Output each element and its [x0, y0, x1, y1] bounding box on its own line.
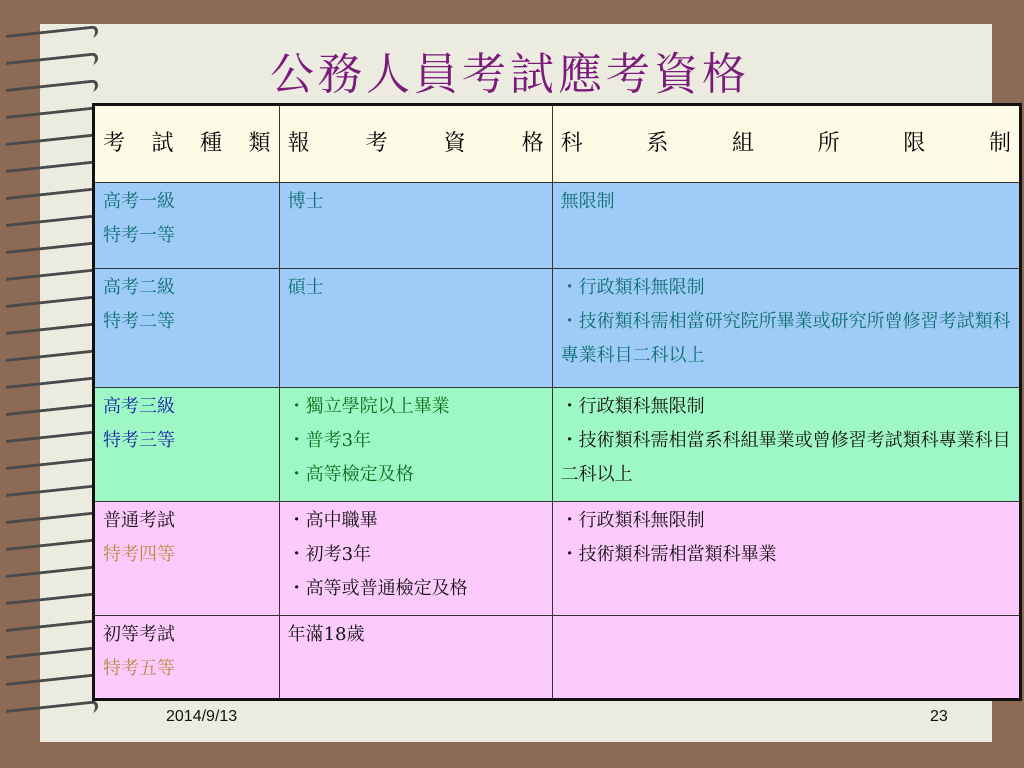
table-row	[94, 502, 1021, 616]
glyph: 考	[365, 131, 388, 156]
binding-ring	[6, 403, 98, 425]
qualification-cell	[279, 183, 552, 269]
glyph: 等	[157, 311, 175, 332]
glyph: 級	[157, 277, 175, 298]
binding-ring	[6, 349, 98, 371]
limit-line: ・技術類科需相當系科組畢業或曾修習考試類科專業科目二科以上	[560, 430, 1011, 485]
exam-line	[103, 652, 271, 686]
glyph: 試	[157, 510, 175, 531]
glyph: 考	[121, 311, 139, 332]
table-row	[94, 388, 1021, 502]
qualification-cell	[279, 269, 552, 388]
limit-line: ・行政類科無限制	[560, 277, 705, 298]
glyph: 考	[103, 131, 126, 156]
glyph: 組	[731, 131, 754, 156]
qualification-line: 碩士	[287, 277, 324, 298]
qualification-cell	[279, 388, 552, 502]
glyph: 考	[121, 396, 139, 417]
glyph: 特	[103, 544, 121, 565]
limit-cell	[552, 502, 1020, 616]
qualification-line: ・獨立學院以上畢業	[287, 396, 450, 417]
exam-cell	[94, 183, 280, 269]
qualification-line: 博士	[287, 191, 324, 212]
glyph: 考	[139, 624, 157, 645]
glyph: 初	[103, 624, 121, 645]
binding-ring	[6, 376, 98, 398]
limit-line: 無限制	[560, 191, 615, 212]
glyph: 考	[121, 191, 139, 212]
glyph: 考	[121, 544, 139, 565]
binding-ring	[6, 484, 98, 506]
glyph: 類	[248, 131, 271, 156]
glyph: 高	[103, 277, 121, 298]
binding-ring	[6, 646, 98, 668]
glyph: 試	[151, 131, 174, 156]
glyph: 所	[817, 131, 840, 156]
binding-ring	[6, 106, 98, 128]
glyph: 特	[103, 658, 121, 679]
glyph: 等	[121, 624, 139, 645]
glyph: 三	[139, 396, 157, 417]
glyph: 格	[521, 131, 544, 156]
exam-cell	[94, 616, 280, 700]
table-header-row	[94, 105, 1021, 183]
binding-ring	[6, 241, 98, 263]
glyph: 三	[139, 430, 157, 451]
binding-ring	[6, 511, 98, 533]
header-exam-type-text	[103, 127, 271, 161]
glyph: 報	[287, 131, 310, 156]
glyph: 試	[157, 624, 175, 645]
qualification-cell	[279, 502, 552, 616]
glyph: 考	[139, 510, 157, 531]
qualification-line: ・高等或普通檢定及格	[287, 578, 468, 599]
binding-ring	[6, 673, 98, 695]
header-department-limit	[552, 105, 1020, 183]
glyph: 科	[560, 131, 583, 156]
exam-line	[103, 424, 271, 458]
binding-ring	[6, 79, 98, 101]
binding-ring	[6, 457, 98, 479]
binding-ring	[6, 214, 98, 236]
binding-ring	[6, 592, 98, 614]
exam-cell	[94, 388, 280, 502]
binding-ring	[6, 700, 98, 722]
exam-cell	[94, 502, 280, 616]
footer-date: 2014/9/13	[166, 708, 238, 725]
glyph: 普	[103, 510, 121, 531]
glyph: 級	[157, 396, 175, 417]
binding-ring	[6, 133, 98, 155]
glyph: 等	[157, 430, 175, 451]
exam-line	[103, 538, 271, 572]
limit-line: ・行政類科無限制	[560, 510, 705, 531]
limit-line: ・行政類科無限制	[560, 396, 705, 417]
glyph: 考	[121, 430, 139, 451]
qualification-cell	[279, 616, 552, 700]
exam-cell	[94, 269, 280, 388]
header-qualification	[279, 105, 552, 183]
binding-ring	[6, 565, 98, 587]
binding-ring	[6, 430, 98, 452]
exam-line	[103, 271, 271, 305]
binding-ring	[6, 268, 98, 290]
glyph: 四	[139, 544, 157, 565]
header-department-limit-text	[561, 127, 1011, 161]
qualification-line: ・高等檢定及格	[287, 464, 414, 485]
binding-ring	[6, 538, 98, 560]
glyph: 制	[988, 131, 1011, 156]
glyph: 一	[139, 191, 157, 212]
glyph: 通	[121, 510, 139, 531]
qualification-line: 年滿18歲	[287, 624, 365, 645]
exam-line	[103, 219, 271, 253]
limit-cell	[552, 183, 1020, 269]
glyph: 級	[157, 191, 175, 212]
binding-ring	[6, 619, 98, 641]
exam-line	[103, 390, 271, 424]
glyph: 限	[903, 131, 926, 156]
qualification-line: ・普考3年	[287, 430, 372, 451]
binding-ring	[6, 322, 98, 344]
glyph: 考	[121, 277, 139, 298]
glyph: 系	[646, 131, 669, 156]
exam-line	[103, 305, 271, 339]
binding-ring	[6, 52, 98, 74]
glyph: 二	[139, 277, 157, 298]
glyph: 考	[121, 225, 139, 246]
exam-line	[103, 504, 271, 538]
limit-cell	[552, 616, 1020, 700]
glyph: 等	[157, 544, 175, 565]
header-exam-type	[94, 105, 280, 183]
table-row	[94, 616, 1021, 700]
glyph: 考	[121, 658, 139, 679]
qualification-line: ・初考3年	[287, 544, 372, 565]
glyph: 高	[103, 396, 121, 417]
binding-ring	[6, 187, 98, 209]
limit-cell	[552, 269, 1020, 388]
glyph: 資	[443, 131, 466, 156]
table-row	[94, 183, 1021, 269]
qualification-line: ・高中職畢	[287, 510, 378, 531]
exam-line	[103, 185, 271, 219]
footer-page-number: 23	[930, 708, 948, 725]
exam-line	[103, 618, 271, 652]
glyph: 特	[103, 430, 121, 451]
table-row	[94, 269, 1021, 388]
header-qualification-text	[288, 127, 544, 161]
glyph: 二	[139, 311, 157, 332]
binding-ring	[6, 295, 98, 317]
slide-title: 公務人員考試應考資格	[270, 49, 750, 100]
limit-line: ・技術類科需相當類科畢業	[560, 544, 777, 565]
glyph: 五	[139, 658, 157, 679]
glyph: 特	[103, 225, 121, 246]
limit-line: ・技術類科需相當研究院所畢業或研究所曾修習考試類科專業科目二科以上	[560, 311, 1011, 366]
glyph: 種	[200, 131, 223, 156]
glyph: 特	[103, 311, 121, 332]
glyph: 等	[157, 225, 175, 246]
limit-cell	[552, 388, 1020, 502]
qualification-table	[92, 103, 1022, 701]
glyph: 等	[157, 658, 175, 679]
binding-ring	[6, 160, 98, 182]
glyph: 一	[139, 225, 157, 246]
glyph: 高	[103, 191, 121, 212]
